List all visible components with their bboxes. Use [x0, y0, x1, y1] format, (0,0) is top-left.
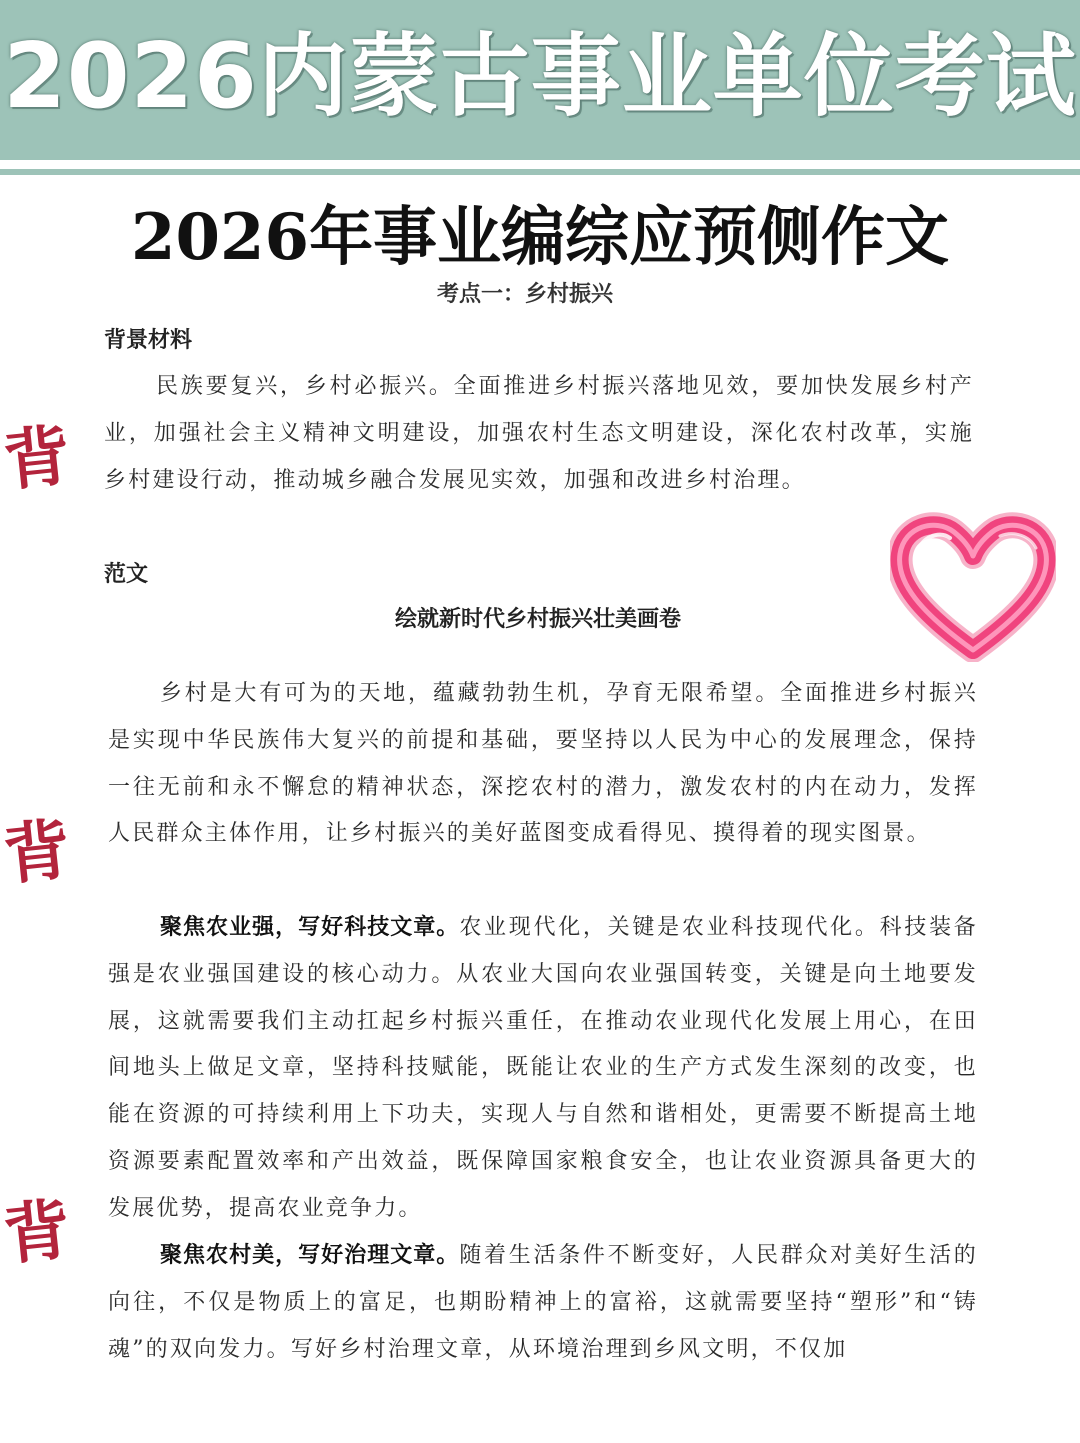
essay-title: 绘就新时代乡村振兴壮美画卷 — [394, 607, 681, 632]
memorize-stamp: 背 — [0, 1189, 74, 1275]
memorize-stamp: 背 — [0, 415, 74, 501]
banner-divider — [0, 169, 1080, 175]
essay-paragraph — [108, 1233, 978, 1373]
paragraph-lead: 聚焦农业强，写好科技文章。 — [160, 915, 460, 940]
heart-icon — [890, 512, 1056, 662]
essay-paragraph — [108, 671, 978, 858]
paragraph-text: 乡村是大有可为的天地，蕴藏勃勃生机，孕育无限希望。全面推进乡村振兴是实现中华民族伟大复兴的前提和基础，要坚持以人民为中心的发展理念，保持一往无前和永不懈怠的精神状态，深挖农村的潜力，激发农村的内在动力，发挥人民群众主体作用，让乡村振兴的美好蓝图变成看得见、摸得着的现实图景。 — [108, 681, 978, 847]
background-label: 背景材料 — [104, 328, 193, 353]
paragraph-text: 随着生活条件不断变好，人民群众对美好生活的向往，不仅是物质上的富足，也期盼精神上的富裕，这就需要坚持“塑形”和“铸魂”的双向发力。写好乡村治理文章，从环境治理到乡风文明，不仅加 — [108, 1243, 978, 1362]
banner-title: 2026内蒙古事业单位考试 — [3, 24, 1077, 129]
document-subtitle: 考点一：乡村振兴 — [436, 282, 613, 307]
background-paragraph: 民族要复兴，乡村必振兴。全面推进乡村振兴落地见效，要加快发展乡村产业，加强社会主义精神文明建设，加强农村生态文明建设，深化农村改革，实施乡村建设行动，推动城乡融合发展见实效，加强和改进乡村治理。 — [104, 374, 974, 493]
header-banner — [0, 0, 1080, 160]
paragraph-text: 农业现代化，关键是农业科技现代化。科技装备强是农业强国建设的核心动力。从农业大国向农业强国转变，关键是向土地要发展，这就需要我们主动扛起乡村振兴重任，在推动农业现代化发展上用心，在田间地头上做足文章，坚持科技赋能，既能让农业的生产方式发生深刻的改变，也能在资源的可持续利用上下功夫，实现人与自然和谐相处，更需要不断提高土地资源要素配置效率和产出效益，既保障国家粮食安全，也让农业资源具备更大的发展优势，提高农业竞争力。 — [108, 915, 978, 1221]
essay-label: 范文 — [104, 562, 149, 587]
memorize-stamp: 背 — [0, 809, 74, 895]
paragraph-lead: 聚焦农村美，写好治理文章。 — [160, 1243, 460, 1268]
document-title: 2026年事业编综应预侧作文 — [130, 200, 950, 275]
essay-paragraph — [108, 905, 978, 1233]
